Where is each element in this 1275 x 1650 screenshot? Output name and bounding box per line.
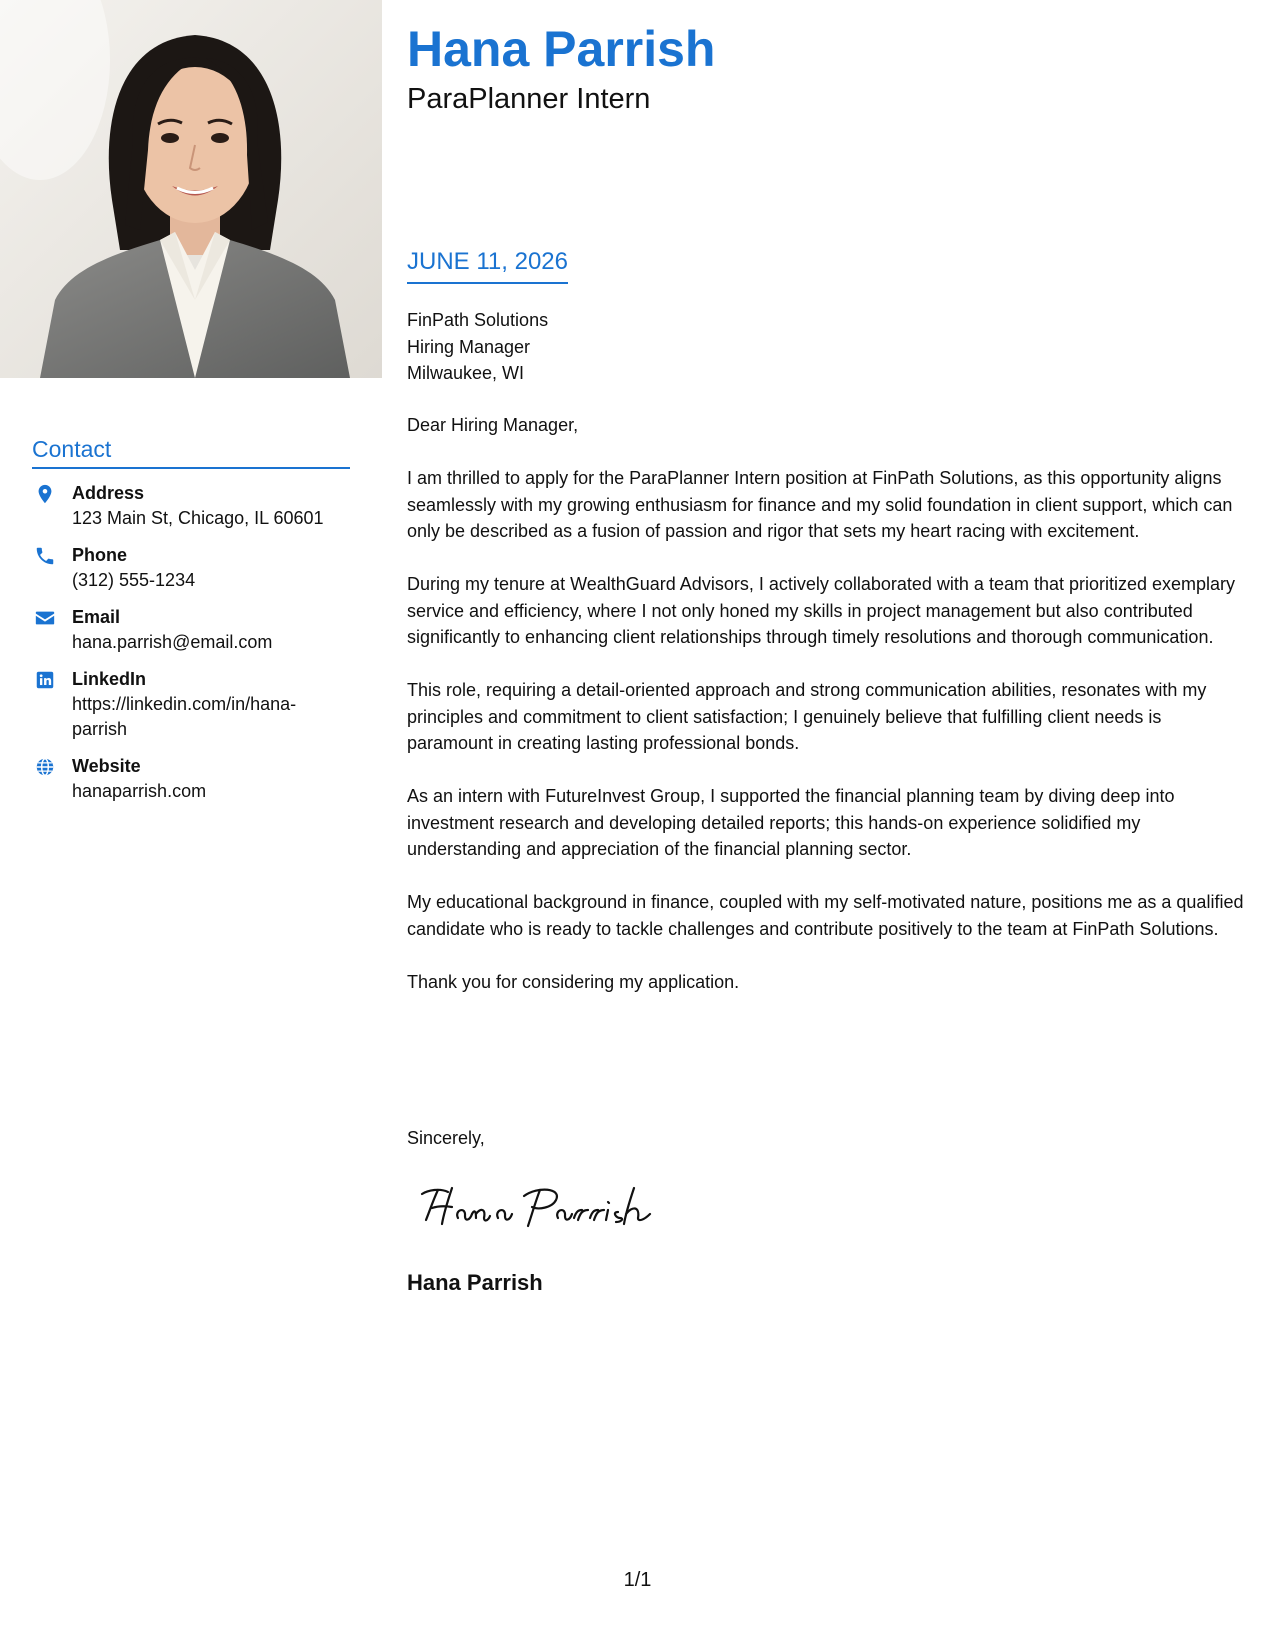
profile-photo bbox=[0, 0, 382, 378]
letter-date: JUNE 11, 2026 bbox=[407, 248, 568, 284]
linkedin-value[interactable]: https://linkedin.com/in/hana-parrish bbox=[72, 693, 297, 739]
page-number: 1/1 bbox=[623, 1569, 652, 1591]
address-value: 123 Main St, Chicago, IL 60601 bbox=[72, 507, 324, 528]
body-paragraph: As an intern with FutureInvest Group, I supported the financial planning team by diving deep into investment research and developing detailed reports; this hands-on experience solidified my understanding and appreciation of the financial planning sector. bbox=[407, 786, 1175, 859]
linkedin-icon bbox=[34, 667, 56, 691]
body-paragraph: This role, requiring a detail-oriented approach and strong communication abilities, resonates with my principles and commitment to client satisfaction; I genuinely believe that fulfilling client needs is paramount in creating lasting professional bonds. bbox=[407, 680, 1207, 753]
contact-label: Phone bbox=[72, 544, 128, 565]
recipient-location: Milwaukee, WI bbox=[407, 363, 525, 383]
website-value[interactable]: hanaparrish.com bbox=[72, 780, 207, 801]
contact-item-linkedin bbox=[32, 667, 350, 742]
contact-item-phone bbox=[32, 543, 350, 593]
email-value[interactable]: hana.parrish@email.com bbox=[72, 631, 273, 652]
contact-section bbox=[32, 436, 350, 816]
contact-item-email bbox=[32, 605, 350, 655]
body-paragraph: During my tenure at WealthGuard Advisors, I actively collaborated with a team that prioritized exemplary service and efficiency, where I not only honed my skills in project management but also contributed significantly to enhancing client relationships through timely resolutions and thorough communication. bbox=[407, 574, 1236, 647]
contact-item-address bbox=[32, 481, 350, 531]
body-paragraph: My educational background in finance, coupled with my self-motivated nature, positions me as a qualified candidate who is ready to tackle challenges and contribute positively to the team at FinPath Solutions. bbox=[407, 892, 1244, 939]
closing: Sincerely, bbox=[407, 1128, 485, 1148]
job-title: ParaPlanner Intern bbox=[407, 83, 651, 115]
contact-label: Address bbox=[72, 482, 145, 503]
recipient-role: Hiring Manager bbox=[407, 336, 531, 357]
applicant-name: Hana Parrish bbox=[407, 21, 716, 77]
letter-body bbox=[407, 412, 1252, 1022]
location-pin-icon bbox=[34, 481, 56, 505]
contact-item-website bbox=[32, 754, 350, 804]
contact-heading: Contact bbox=[32, 436, 350, 469]
signature-scribble bbox=[418, 1180, 678, 1240]
envelope-icon bbox=[34, 605, 56, 629]
body-paragraph: Thank you for considering my application. bbox=[407, 971, 740, 992]
contact-list bbox=[32, 481, 350, 804]
body-paragraph: I am thrilled to apply for the ParaPlanner Intern position at FinPath Solutions, as this opportunity aligns seamlessly with my growing enthusiasm for finance and my solid foundation in client support, which can only be described as a fusion of passion and rigor that sets my heart racing with excitement. bbox=[407, 468, 1233, 541]
globe-icon bbox=[34, 754, 56, 778]
recipient-block bbox=[407, 307, 548, 387]
phone-value: (312) 555-1234 bbox=[72, 569, 196, 590]
contact-label: Website bbox=[72, 755, 141, 776]
contact-label: Email bbox=[72, 606, 121, 627]
salutation: Dear Hiring Manager, bbox=[407, 415, 579, 435]
signature bbox=[418, 1180, 678, 1240]
signer-name: Hana Parrish bbox=[407, 1270, 543, 1295]
phone-icon bbox=[34, 543, 56, 567]
recipient-company: FinPath Solutions bbox=[407, 310, 549, 330]
contact-label: LinkedIn bbox=[72, 668, 147, 689]
portrait-illustration bbox=[0, 0, 382, 378]
